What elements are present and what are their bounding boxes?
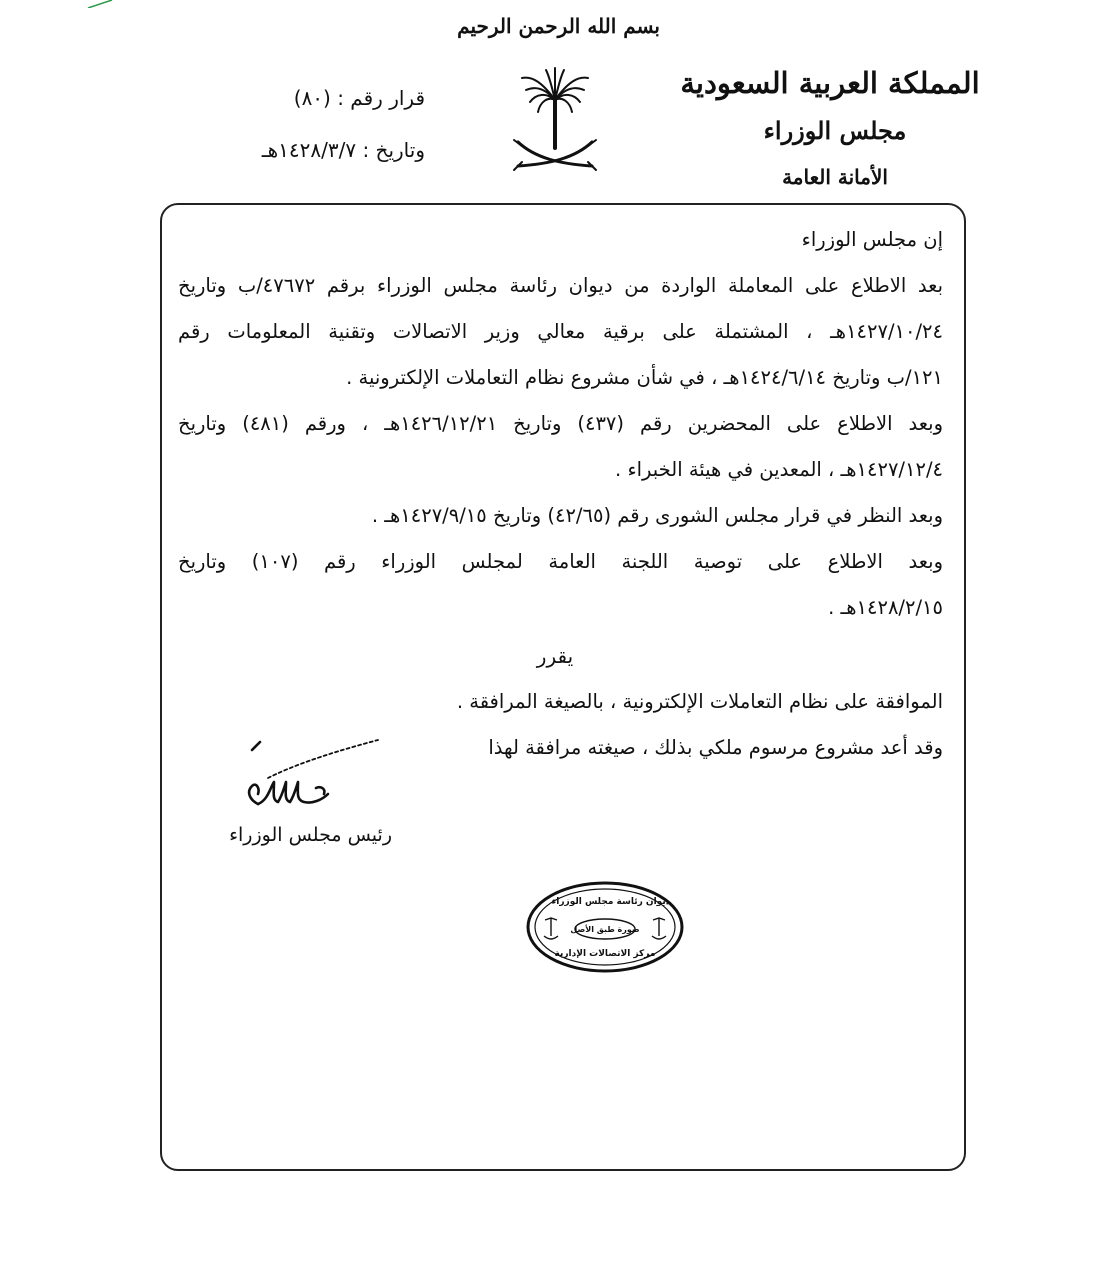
signature-mark [228, 730, 388, 830]
opening-line: إن مجلس الوزراء [801, 228, 943, 251]
kingdom-title: المملكة العربية السعودية [680, 66, 980, 100]
decision-number: قرار رقم : (٨٠) [293, 86, 425, 110]
approval-line: الموافقة على نظام التعاملات الإلكترونية ، بالصيغة المرافقة . [456, 690, 943, 713]
body-line-4: وبعد الاطلاع على المحضرين رقم (٤٣٧) وتاريخ ١٤٢٦/١٢/٢١هـ ، ورقم (٤٨١) وتاريخ [178, 412, 943, 435]
body-line-2: ١٤٢٧/١٠/٢٤هـ ، المشتملة على برقية معالي وزير الاتصالات وتقنية المعلومات رقم [178, 320, 943, 343]
council-title: مجلس الوزراء [763, 116, 907, 145]
body-line-8: ١٤٢٨/٢/١٥هـ . [828, 596, 943, 619]
official-seal-stamp [525, 880, 685, 975]
seal-bottom-text: مركز الاتصالات الإدارية [554, 949, 656, 959]
body-line-3: ١٢١/ب وتاريخ ١٤٢٤/٦/١٤هـ ، في شأن مشروع نظام التعاملات الإلكترونية . [346, 366, 943, 389]
decides-heading: يقرر [536, 644, 574, 668]
body-line-1: بعد الاطلاع على المعاملة الواردة من ديوان رئاسة مجلس الوزراء برقم ٤٧٦٧٢/ب وتاريخ [178, 274, 943, 297]
body-line-7: وبعد الاطلاع على توصية اللجنة العامة لمجلس الوزراء رقم (١٠٧) وتاريخ [178, 550, 943, 573]
bismillah-heading: بسم الله الرحمن الرحيم [457, 14, 660, 38]
decision-date: وتاريخ : ١٤٢٨/٣/٧هـ [261, 138, 425, 162]
decree-line: وقد أعد مشروع مرسوم ملكي بذلك ، صيغته مرافقة لهذا [488, 736, 943, 759]
seal-top-text: ديوان رئاسة مجلس الوزراء [551, 897, 671, 907]
signatory-title: رئيس مجلس الوزراء [229, 824, 392, 846]
saudi-emblem-palm-swords-icon [500, 60, 610, 180]
seal-middle-text: صورة طبق الأصل [570, 925, 640, 934]
secretariat-title: الأمانة العامة [782, 165, 888, 189]
body-line-5: ١٤٢٧/١٢/٤هـ ، المعدين في هيئة الخبراء . [615, 458, 943, 481]
corner-mark [0, 0, 120, 8]
document-frame [160, 203, 966, 1171]
body-line-6: وبعد النظر في قرار مجلس الشورى رقم (٤٢/٦٥) وتاريخ ١٤٢٧/٩/١٥هـ . [371, 504, 943, 527]
